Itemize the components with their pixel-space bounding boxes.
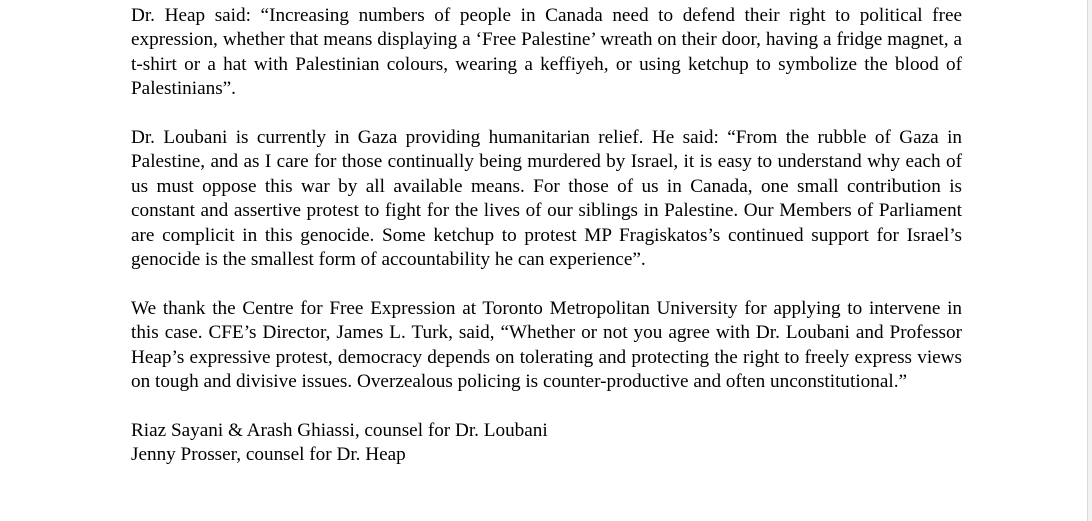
document-body	[131, 4, 962, 468]
paragraph-loubani-quote: Dr. Loubani is currently in Gaza providing humanitarian relief. He said: “From the rubble of Gaza in Palestine, and as I care for those continually being murdered by Israel, it is easy to understand why each of us must oppose this war by all available means. For those of us in Canada, one small contribution is constant and assertive protest to fight for the lives of our siblings in Palestine. Our Members of Parliament are complicit in this genocide. Some ketchup to protest MP Fragiskatos’s continued support for Israel’s genocide is the smallest form of accountability he can experience”.	[131, 127, 962, 271]
paragraph-heap-quote: Dr. Heap said: “Increasing numbers of people in Canada need to defend their right to political free expression, whether that means displaying a ‘Free Palestine’ wreath on their door, having a fridge magnet, a t-shirt or a hat with Palestinian colours, wearing a keffiyeh, or using ketchup to symbolize the blood of Palestinians”.	[131, 5, 962, 100]
paragraph-cfe-thanks: We thank the Centre for Free Expression at Toronto Metropolitan University for applying to intervene in this case. CFE’s Director, James L. Turk, said, “Whether or not you agree with Dr. Loubani and Professor Heap’s expressive protest, democracy depends on tolerating and protecting the right to freely express views on tough and divisive issues. Overzealous policing is counter-productive and often unconstitutional.”	[131, 297, 962, 393]
signature-counsel-loubani: Riaz Sayani & Arash Ghiassi, counsel for Dr. Loubani	[131, 419, 548, 441]
page-edge-divider	[1087, 0, 1092, 521]
signature-counsel-heap: Jenny Prosser, counsel for Dr. Heap	[131, 444, 406, 466]
